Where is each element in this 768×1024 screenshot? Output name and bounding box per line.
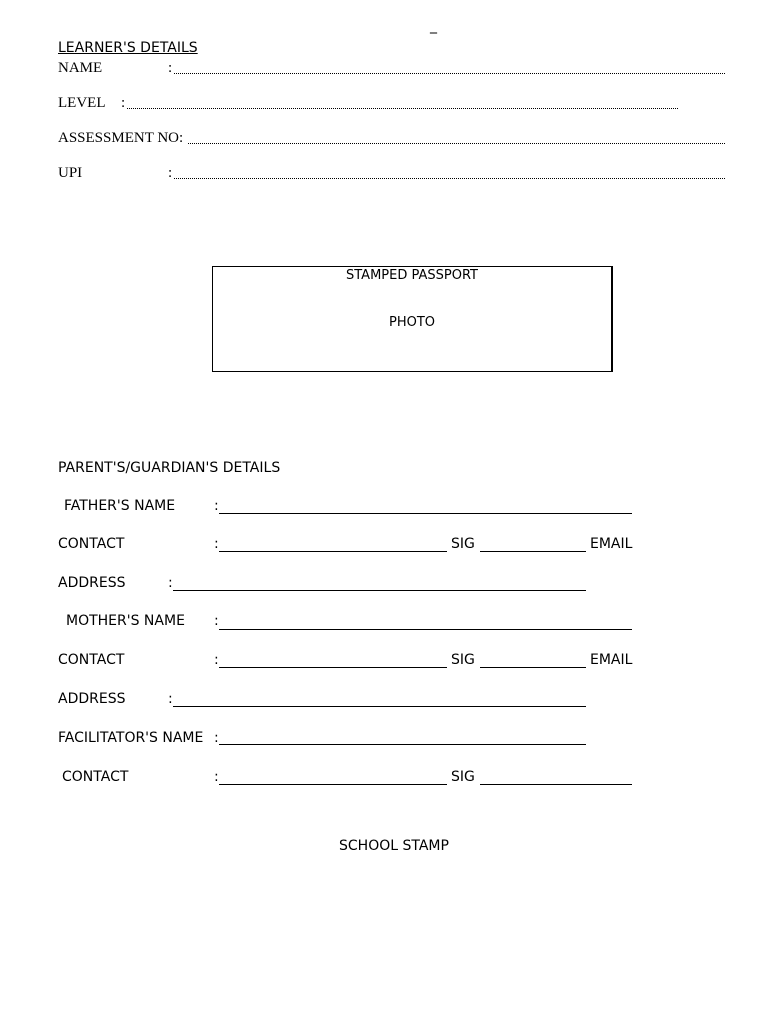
father-sig-field[interactable] bbox=[480, 551, 586, 552]
level-field[interactable] bbox=[127, 108, 678, 109]
upi-label: UPI bbox=[58, 165, 83, 181]
father-contact-field[interactable] bbox=[219, 551, 447, 552]
upi-colon: : bbox=[168, 165, 173, 181]
photo-box-line2: PHOTO bbox=[388, 315, 436, 330]
facilitator-contact-field[interactable] bbox=[219, 784, 447, 785]
mother-sig-label: SIG bbox=[451, 652, 475, 668]
photo-box-line1: STAMPED PASSPORT bbox=[346, 268, 478, 283]
assessment-no-field[interactable] bbox=[188, 143, 725, 144]
guardian-details-heading: PARENT'S/GUARDIAN'S DETAILS bbox=[58, 460, 281, 476]
level-colon: : bbox=[121, 95, 126, 111]
facilitator-sig-label: SIG bbox=[451, 769, 475, 785]
name-colon: : bbox=[168, 60, 173, 76]
facilitator-sig-field[interactable] bbox=[480, 784, 632, 785]
mother-address-label: ADDRESS bbox=[58, 691, 126, 707]
father-address-label: ADDRESS bbox=[58, 575, 126, 591]
name-field[interactable] bbox=[174, 73, 725, 74]
mother-name-field[interactable] bbox=[219, 629, 632, 630]
father-name-label: FATHER'S NAME bbox=[64, 498, 176, 514]
facilitator-name-field[interactable] bbox=[219, 744, 586, 745]
upi-field[interactable] bbox=[174, 178, 725, 179]
level-label: LEVEL bbox=[58, 95, 106, 111]
mother-address-field[interactable] bbox=[173, 706, 586, 707]
facilitator-contact-colon: : bbox=[214, 769, 219, 785]
mother-address-colon: : bbox=[168, 691, 173, 707]
father-address-field[interactable] bbox=[173, 590, 586, 591]
father-contact-label: CONTACT bbox=[58, 536, 125, 552]
father-name-field[interactable] bbox=[219, 513, 632, 514]
father-sig-label: SIG bbox=[451, 536, 475, 552]
father-address-colon: : bbox=[168, 575, 173, 591]
father-name-colon: : bbox=[214, 498, 219, 514]
mother-contact-colon: : bbox=[214, 652, 219, 668]
school-stamp-label: SCHOOL STAMP bbox=[339, 838, 449, 854]
name-label: NAME bbox=[58, 60, 103, 76]
mother-sig-field[interactable] bbox=[480, 667, 586, 668]
mother-contact-field[interactable] bbox=[219, 667, 447, 668]
facilitator-name-label: FACILITATOR'S NAME bbox=[58, 730, 204, 746]
father-contact-colon: : bbox=[214, 536, 219, 552]
facilitator-contact-label: CONTACT bbox=[62, 769, 129, 785]
facilitator-name-colon: : bbox=[214, 730, 219, 746]
father-email-label: EMAIL bbox=[590, 536, 633, 552]
mother-name-label: MOTHER'S NAME bbox=[66, 613, 185, 629]
assessment-no-label: ASSESSMENT NO: bbox=[58, 130, 184, 146]
mother-contact-label: CONTACT bbox=[58, 652, 125, 668]
learner-details-heading: LEARNER'S DETAILS bbox=[58, 40, 198, 56]
top-mark: _ bbox=[430, 18, 437, 34]
passport-photo-box bbox=[212, 266, 613, 372]
mother-email-label: EMAIL bbox=[590, 652, 633, 668]
mother-name-colon: : bbox=[214, 613, 219, 629]
